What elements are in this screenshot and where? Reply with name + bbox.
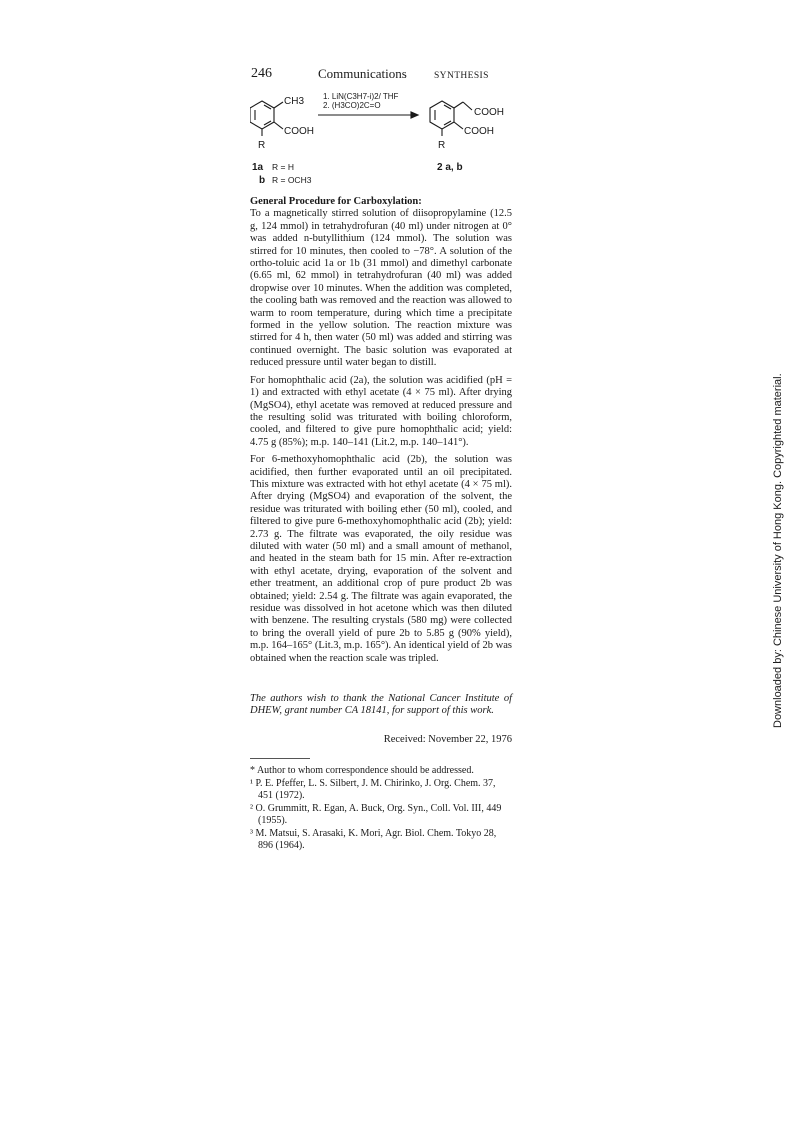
download-watermark: Downloaded by: Chinese University of Hong Kong. Copyrighted material. [772,373,784,728]
procedure-paragraph-1: To a magnetically stirred solution of diisopropylamine (12.5 g, 124 mmol) in tetrahydrofuran (40 ml) under nitrogen at 0° was added n-butyllithium (124 mmol). The solution was stirred for 10 minutes, then cooled to −78°. A solution of the ortho-toluic acid 1a or 1b (31 mmol) and dimethyl carbonate (6.65 ml, 62 mmol) in tetrahydrofuran (40 ml) was added dropwise over 10 minutes. When the addition was completed, the cooling bath was removed and the reaction was allowed to warm to room temperature, during which time a precipitate formed in the yellow solution. The reaction mixture was stirred for 4 h, then water (50 ml) was added and stirring was continued overnight. The basic solution was evaporated at reduced pressure until water began to distill. [250,208,512,369]
page-number: 246 [251,66,272,81]
footnote-ref-2: ² O. Grummitt, R. Egan, A. Buck, Org. Syn., Coll. Vol. III, 449 (1955). [250,803,502,826]
left-bottom-group: COOH [284,126,314,137]
right-bottom-group: COOH [464,126,494,137]
footnote-ref-1: ¹ P. E. Pfeffer, L. S. Silbert, J. M. Chirinko, J. Org. Chem. 37, 451 (1972). [250,778,496,801]
compound-label-1b: b [259,175,266,186]
reagent-step-1: 1. LiN(C3H7-i)2/ THF [323,92,399,101]
reaction-scheme [250,90,510,190]
compound-label-1a: 1a [252,162,264,173]
compound-def-1a: R = H [272,162,294,172]
footnote-divider [250,758,310,759]
reagent-step-2: 2. (H3CO)2C=O [323,101,381,110]
procedure-section [250,196,512,670]
section-title: Communications [318,66,407,81]
journal-name: SYNTHESIS [434,71,489,81]
left-r-group: R [258,140,266,151]
footnote-author: * Author to whom correspondence should be addressed. [250,765,474,776]
right-top-group: COOH [474,107,504,118]
right-r-group: R [438,140,446,151]
acknowledgement: The authors wish to thank the National Cancer Institute of DHEW, grant number CA 18141, for support of this work. [250,693,512,717]
procedure-heading: General Procedure for Carboxylation: [250,196,422,207]
compound-label-2: 2 a, b [437,162,463,173]
reaction-arrow [318,112,418,118]
received-date: Received: November 22, 1976 [383,734,512,745]
footnote-ref-3: ³ M. Matsui, S. Arasaki, K. Mori, Agr. Biol. Chem. Tokyo 28, 896 (1964). [250,828,497,851]
left-top-group: CH3 [284,96,305,107]
left-benzene-ring [250,101,283,136]
footnotes [250,765,512,853]
procedure-paragraph-2: For homophthalic acid (2a), the solution was acidified (pH = 1) and extracted with ethyl acetate (4 × 75 ml). After drying (MgSO4), ethyl acetate was removed at reduced pressure and the resulting solid was triturated with boiling chloroform, cooled, and filtered to give pure homophthalic acid; yield: 4.75 g (85%); m.p. 140–141 (Lit.2, m.p. 140–141°). [250,374,512,448]
compound-def-1b: R = OCH3 [272,175,312,185]
procedure-paragraph-3: For 6-methoxyhomophthalic acid (2b), the solution was acidified, then further evaporated until an oil precipitated. This mixture was extracted with hot ethyl acetate (4 × 75 ml). After drying (MgSO4) and evaporation of the solvent, the residue was triturated with boiling ether (50 ml), cooled, and filtered to give pure 6-methoxyhomophthalic acid (2b); yield: 2.73 g. The filtrate was evaporated, the oily residue was diluted with water (50 ml) and a small amount of methanol, and heated in the steam bath for 15 min. After re-extraction with ethyl acetate, drying, evaporation of the solvent and ether treatment, an additional crop of pure product 2b was obtained; yield: 2.54 g. The filtrate was again evaporated, the residue was dissolved in hot acetone which was then diluted with benzene. The resulting crystals (580 mg) were collected to bring the overall yield of pure 2b to 5.85 g (90% yield), m.p. 164–165° (Lit.3, m.p. 165°). An identical yield of 2b was obtained when the reaction scale was tripled. [250,454,512,664]
